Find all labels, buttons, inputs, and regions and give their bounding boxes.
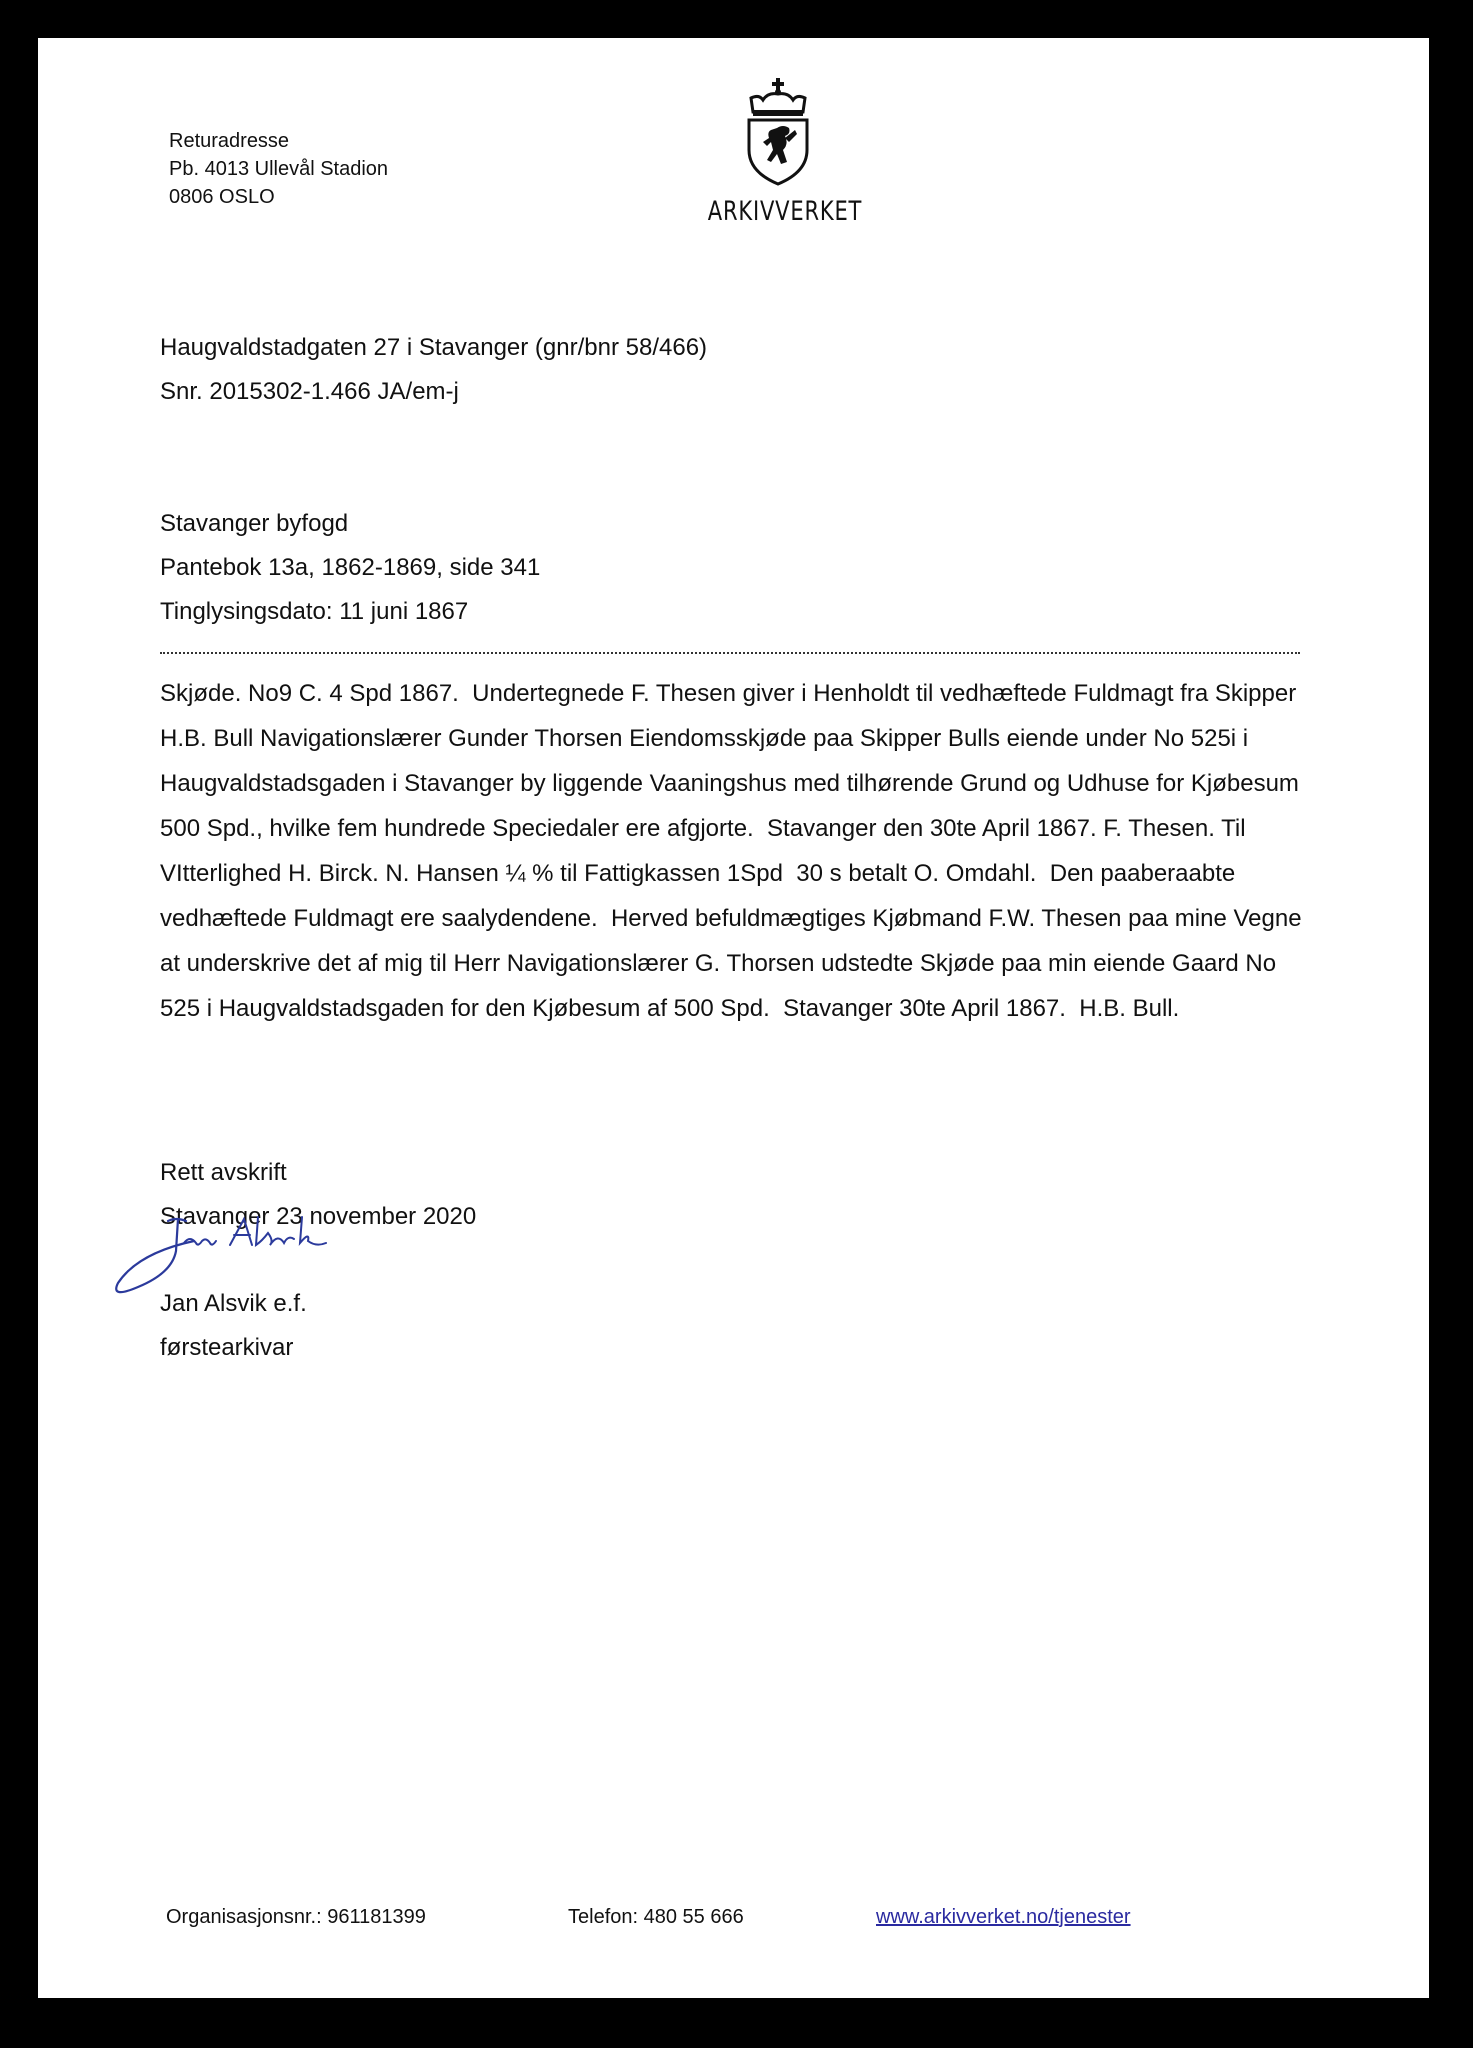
arkivverket-logo [688,76,868,227]
document-page [38,38,1429,1998]
return-address-line1: Pb. 4013 Ullevål Stadion [169,158,389,180]
footer-org-number: Organisasjonsnr.: 961181399 [166,1906,426,1928]
transcript-line: 500 Spd., hvilke fem hundrede Speciedaler ere afgjorte. Stavanger den 30te April 1867. F. Thesen. Til [160,815,1246,842]
return-address-line2: 0806 OSLO [169,186,275,208]
transcript-line: H.B. Bull Navigationslærer Gunder Thorsen Eiendomsskjøde paa Skipper Bulls eiende under No 525i i [160,725,1249,752]
signer-block [160,1282,307,1370]
reference-block [160,326,707,414]
source-block [160,502,540,634]
return-address [169,127,388,211]
transcript-line: 525 i Haugvaldstadsgaden for den Kjøbesum af 500 Spd. Stavanger 30te April 1867. H.B. Bull. [160,995,1180,1022]
source-office: Stavanger byfogd [160,510,349,537]
certification-label: Rett avskrift [160,1159,287,1186]
footer-website-link[interactable]: www.arkivverket.no/tjenester [876,1906,1131,1928]
transcript-line: vedhæftede Fuldmagt ere saalydendene. Herved befuldmægtiges Kjøbmand F.W. Thesen paa mine Vegne [160,905,1302,932]
property-reference: Haugvaldstadgaten 27 i Stavanger (gnr/bnr 58/466) [160,334,708,361]
transcript-line: Skjøde. No9 C. 4 Spd 1867. Undertegnede F. Thesen giver i Henholdt til vedhæftede Fuldmagt fra Skipper [160,680,1297,707]
norwegian-coat-of-arms-icon [741,76,815,188]
dotted-divider [160,648,1300,654]
transcript-line: VItterlighed H. Birck. N. Hansen ¼ % til Fattigkassen 1Spd 30 s betalt O. Omdahl. Den paaberaabte [160,860,1236,887]
signer-name: Jan Alsvik e.f. [160,1290,307,1317]
return-address-label: Returadresse [169,130,290,152]
registration-date: Tinglysingsdato: 11 juni 1867 [160,598,469,625]
case-number: Snr. 2015302-1.466 JA/em-j [160,378,459,405]
signer-title: førstearkivar [160,1334,294,1361]
certification-place-date: Stavanger 23 november 2020 [160,1203,477,1230]
footer-phone: Telefon: 480 55 666 [568,1906,744,1928]
source-book: Pantebok 13a, 1862-1869, side 341 [160,554,541,581]
transcript-line: at underskrive det af mig til Herr Navigationslærer G. Thorsen udstedte Skjøde paa min eiende Gaard No [160,950,1277,977]
transcript-body [160,671,1395,1031]
transcript-line: Haugvaldstadsgaden i Stavanger by liggende Vaaningshus med tilhørende Grund og Udhuse for Kjøbesum [160,770,1299,797]
org-name: ARKIVVERKET [707,196,863,227]
